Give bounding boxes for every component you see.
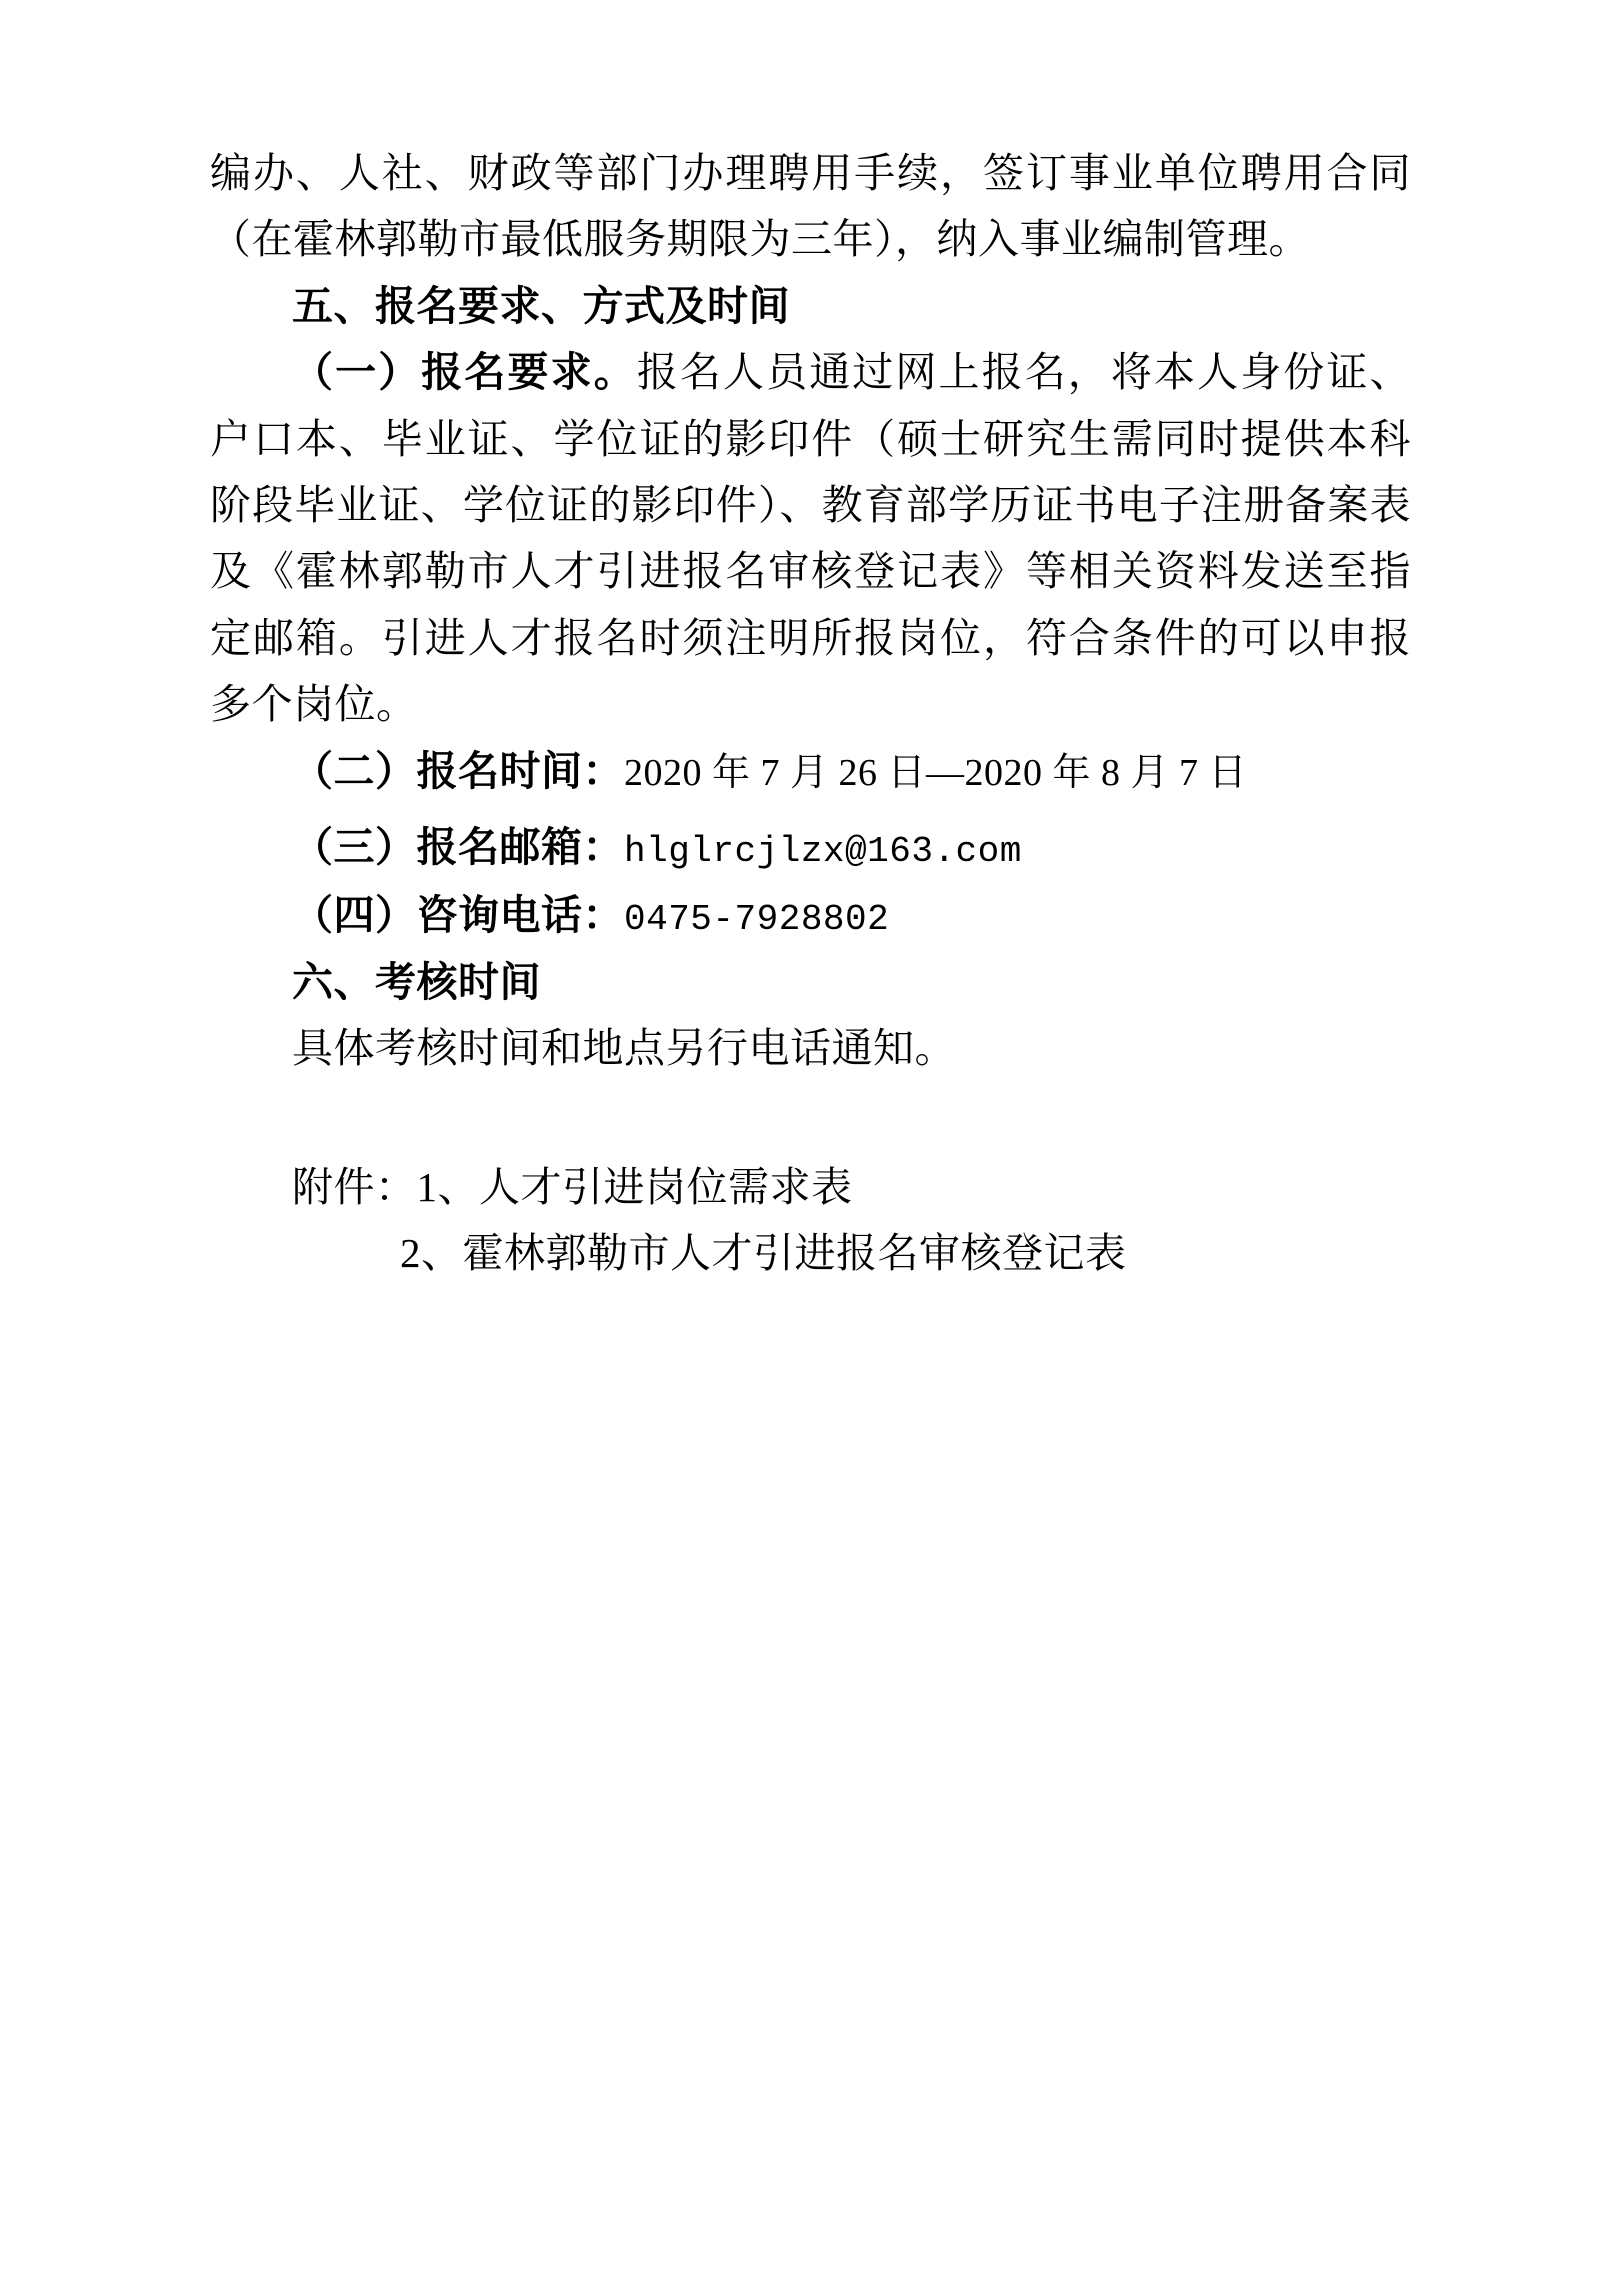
label-item-one: （一）报名要求。 (292, 349, 637, 396)
paragraph-consult-phone (210, 882, 1411, 949)
value-item-two: 2020 年 7 月 26 日—2020 年 8 月 7 日 (624, 751, 1248, 794)
paragraph-continued: 编办、人社、财政等部门办理聘用手续，签订事业单位聘用合同（在霍林郭勒市最低服务期限为三年），纳入事业编制管理。 (210, 150, 1411, 263)
heading-section-six: 六、考核时间 (292, 958, 541, 1005)
heading-section-five: 五、报名要求、方式及时间 (292, 282, 790, 329)
value-item-three-email: hlglrcjlzx@163.com (624, 831, 1022, 873)
label-item-three: （三）报名邮箱： (292, 824, 624, 871)
paragraph-registration-requirements (210, 339, 1411, 737)
paragraph-registration-email (210, 814, 1411, 881)
attachment-item-1: 附件：1、人才引进岗位需求表 (292, 1163, 853, 1210)
attachment-item-2: 2、霍林郭勒市人才引进报名审核登记表 (400, 1230, 1127, 1277)
label-item-four: （四）咨询电话： (292, 891, 624, 938)
paragraph-section-six-text: 具体考核时间和地点另行电话通知。 (292, 1025, 956, 1072)
label-item-two: （二）报名时间： (292, 747, 624, 794)
paragraph-registration-time (210, 738, 1411, 805)
document-body (210, 140, 1411, 1286)
value-item-four-phone: 0475-7928802 (624, 898, 890, 940)
text-item-one: 报名人员通过网上报名，将本人身份证、户口本、毕业证、学位证的影印件（硕士研究生需同时提供本科阶段毕业证、学位证的影印件）、教育部学历证书电子注册备案表及《霍林郭勒市人才引进报名审核登记表》等相关资料发送至指定邮箱。引进人才报名时须注明所报岗位，符合条件的可以申报多个岗位。 (210, 349, 1412, 728)
attachments-block (210, 1154, 1411, 1287)
